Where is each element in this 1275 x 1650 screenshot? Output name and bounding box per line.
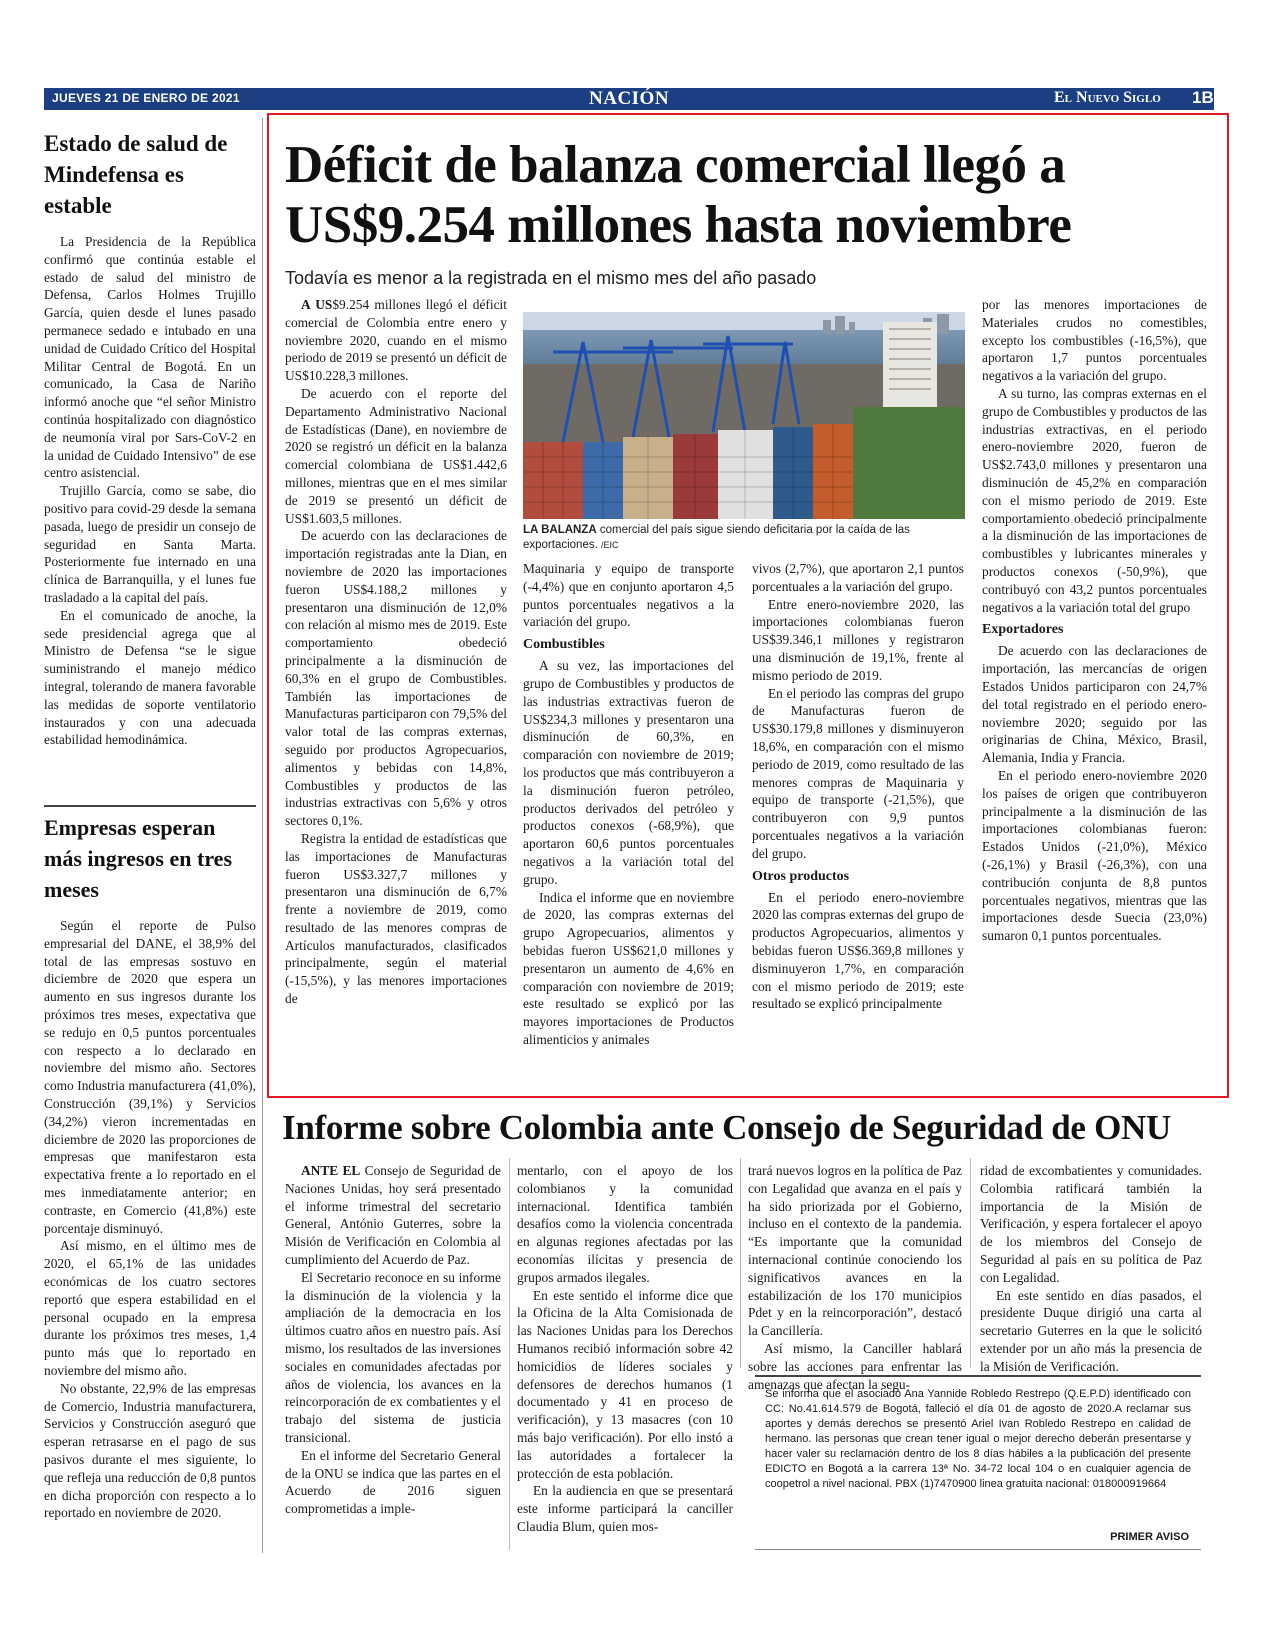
paragraph: Entre enero-noviembre 2020, las importaciones colombianas fueron US$39.346,1 millones y registraron una disminución de 19,1%, frente al mismo periodo de 2019. [752,596,964,683]
main-column-1 [285,296,507,1008]
main-column-2 [523,560,734,1049]
paragraph: Así mismo, en el último mes de 2020, el 65,1% de las unidades económicas de los cuatro sectores reportó que espera estabilidad en el personal ocupado en la empresa durante los próximos tres meses, 1,4 punto más que lo reportado en noviembre del mismo año. [44,1238,256,1378]
column-rule [740,1158,741,1368]
paragraph: Maquinaria y equipo de transporte (-4,4%) que en conjunto aportaron 4,5 puntos porcentuales negativos a la variación del grupo. [523,561,734,630]
caption-text: comercial del país sigue siendo deficitaria por la caída de las exportaciones. [523,524,910,551]
newspaper-name: El Nuevo Siglo [1054,89,1161,106]
caption-credit: /EIC [601,540,619,550]
paragraph: En este sentido el informe dice que la Oficina de la Alta Comisionada de las Naciones Unidas para los Derechos Humanos recibió información sobre 42 homicidios de líderes sociales y defensores de derechos humanos (1 documentado y 41 en proceso de verificación), y 13 masacres (con 10 más bajo verificación). Por ello instó a las autoridades a fortalecer la protección de esta población. [517,1287,733,1481]
subheading-otros-productos: Otros productos [752,868,850,884]
paragraph: vivos (2,7%), que aportaron 2,1 puntos porcentuales a la variación del grupo. [752,561,964,594]
paragraph: mentarlo, con el apoyo de los colombianos y la comunidad internacional. Identifica también desafíos como la violencia concentrada en algunas regiones afectadas por las economías ilícitas y presencia de grupos armados ilegales. [517,1163,733,1285]
legal-notice-box [755,1375,1201,1550]
paragraph: Trujillo García, como se sabe, dio positivo para covid-29 desde la semana pasada, luego de presidir un consejo de seguridad en Santa Marta. Posteriormente fue internado en una clínica de Barranquilla, y el lunes fue trasladado a la capital del país. [44,483,256,605]
paragraph: En la audiencia en que se presentará este informe participará la canciller Claudia Blum, quien mos- [517,1483,733,1534]
page-number: 1B [1192,88,1214,107]
sidebar-divider [262,118,263,1553]
sidebar-story-business [44,812,256,1522]
legal-notice-text: Se informa que el asociado Ana Yannide Robledo Restrepo (Q.E.P.D) identificado con CC: No.41.614.579 de Bogotá, falleció el día 01 de agosto de 2020.A reclamar sus aportes y demás derechos se presentó Ariel Ivan Robledo Restrepo en calidad de hermano. las personas que crean tener igual o mejor derecho deberán presentarse y hacer valer su reclamación dentro de los 8 días hábiles a la publicación del presente EDICTO en Bogotá a la carrera 13ª No. 34-72 local 104 o en cualquier agencia de coopetrol a nivel nacional. PBX (1)7470900 linea gratuita nacional: 018000919664 [765,1388,1191,1490]
main-subheadline: Todavía es menor a la registrada en el mismo mes del año pasado [285,268,817,288]
paragraph: En este sentido en días pasados, el presidente Duque dirigió una carta al secretario Guterres en la que le solicitó extender por un año más la presencia de la Misión de Verificación. [980,1287,1202,1374]
container-port-image [523,312,965,519]
subheading-exportadores: Exportadores [982,622,1064,638]
paragraph: Así mismo, la Canciller hablará sobre las acciones para enfrentar las amenazas que afectan la segu- [748,1340,962,1392]
header-bar [44,88,1214,110]
lead-in: A US [301,297,333,312]
port-photo [523,312,965,519]
paragraph: $9.254 millones llegó el déficit comercial de Colombia entre enero y noviembre 2020, cuando en el mismo periodo de 2019 se presentó un déficit de US$10.228,3 millones. [285,297,507,384]
sidebar-separator [44,805,256,807]
section-name: NACIÓN [589,88,670,109]
onu-column-4 [980,1162,1202,1376]
issue-date: JUEVES 21 DE ENERO DE 2021 [52,91,240,105]
paragraph: En el periodo enero-noviembre 2020 los países de origen que contribuyeron principalmente a la disminución de las importaciones colombianas fueron: Estados Unidos (-21,0%), México (-26,1%) y Brasil (-26,3%), con una contribución conjunta de 8,8 puntos porcentuales negativos, mientras que las importaciones desde Suecia (23,0%) sumaron 0,1 puntos porcentuales. [982,767,1207,944]
story-title: Empresas esperan más ingresos en tres meses [44,815,233,902]
paragraph: De acuerdo con las declaraciones de importación registradas ante la Dian, en noviembre de 2020 las importaciones fueron US$4.188,2 millones y presentaron una disminución de 12,0% con relación al mismo mes de 2019. Este comportamiento obedeció principalmente a la disminución de 60,3% en el grupo de Combustibles. También las importaciones de Manufacturas participaron con 79,5% del valor total de las compras externas, seguido por productos Agropecuarios, alimentos y bebidas con 14,8%, Combustibles y productos de las industrias extractivas con 5,6% y otros sectores 0,1%. [285,528,507,829]
paragraph: En el periodo las compras del grupo de Manufacturas fueron de US$30.179,8 millones y disminuyeron 18,6%, en comparación con el mismo periodo de 2019, como resultado de las menores compras de Maquinaria y equipo de transporte (-21,5%), que contribuyeron con 9,9 puntos porcentuales negativos a la variación del grupo. [752,685,964,861]
paragraph: Indica el informe que en noviembre de 2020, las compras externas del grupo Agropecuarios, alimentos y bebidas fueron US$621,0 millones y presentaron un aumento de 4,6% en comparación con noviembre de 2019; este resultado se explicó por las mayores importaciones de Productos alimenticios y animales [523,889,734,1047]
paragraph: A su vez, las importaciones del grupo de Combustibles y productos de las industrias extractivas fueron de US$234,3 millones y presentaron una disminución de 60,3%, en comparación con noviembre de 2019; los productos que más contribuyeron a la disminución fueron petróleo, productos derivados del petróleo y productos conexos (-68,9%), que aportaron 60,6 puntos porcentuales negativos a la variación total del grupo. [523,658,734,887]
story-body [44,917,256,1522]
subheading-combustibles: Combustibles [523,637,605,653]
paragraph: La Presidencia de la República confirmó que continúa estable el estado de salud del ministro de Defensa, Carlos Holmes Trujillo García, quien desde el lunes pasado permanece sedado e intubado en una unidad de Cuidado Crítico del Hospital Militar Central de Bogotá. En un comunicado, la Casa de Nariño informó anoche que “el señor Ministro continúa hospitalizado con diagnóstico de neumonía viral por Sars-CoV-2 en la unidad de Cuidado Intensivo” de ese centro asistencial. [44,234,256,481]
legal-notice-sign: PRIMER AVISO [1110,1531,1189,1543]
story-title: Estado de salud de Mindefensa es estable [44,131,228,218]
paragraph: Según el reporte de Pulso empresarial del DANE, el 38,9% del total de las empresas sostuvo en diciembre de 2020 que espera un aumento en sus ingresos durante los próximos tres meses, expectativa que se redujo en 0,5 puntos porcentuales con respecto a lo declarado en noviembre del mismo año. Sectores como Industria manufacturera (41,0%), Construcción (39,1%) y Servicios (34,2%) vieron incrementadas en diciembre de 2020 las proporciones de empresas que manifestaron esta expectativa frente a lo reportado en el mes inmediatamente anterior; en contraste, en Comercio (41,8%) este porcentaje disminuyó. [44,918,256,1236]
paragraph: En el periodo enero-noviembre 2020 las compras externas del grupo de productos Agropecuarios, alimentos y bebidas fueron US$6.369,8 millones y disminuyeron 1,7%, en comparación con el mismo periodo de 2019; este resultado se explicó principalmente [752,889,964,1012]
onu-column-1 [285,1162,501,1518]
onu-column-2 [517,1162,733,1536]
paragraph: De acuerdo con las declaraciones de importación, las mercancías de origen Estados Unidos participaron con 24,7% del total registrado en el periodo enero-noviembre 2020; seguido por las originarias de China, México, Brasil, Alemania, India y Francia. [982,643,1207,766]
main-column-3 [752,560,964,1013]
column-rule [970,1158,971,1368]
paragraph: por las menores importaciones de Materiales crudos no comestibles, excepto los combustibles (-16,5%), que aportaron 1,7 puntos porcentuales negativos a la variación del grupo. [982,297,1207,384]
column-rule [509,1158,510,1550]
photo-caption [523,523,965,553]
lead-in: ANTE EL [301,1163,361,1178]
paragraph: No obstante, 22,9% de las empresas de Comercio, Industria manufacturera, Servicios y Construcción aseguró que esperan retrasarse en el pago de sus pasivos durante el mes siguiente, lo que refleja una reducción de 0,8 puntos en dicha proporción con respecto a lo reportado en noviembre de 2020. [44,1380,256,1521]
paragraph: De acuerdo con el reporte del Departamento Administrativo Nacional de Estadísticas (Dane), en noviembre de 2020 se registró un déficit en la balanza comercial colombiana de US$1.442,6 millones, mientras que en el mes similar de 2019 se presentó un déficit de US$1.603,5 millones. [285,385,507,526]
paragraph: Consejo de Seguridad de Naciones Unidas, hoy será presentado el informe trimestral del secretario General, António Guterres, sobre la Misión de Verificación en Colombia al cumplimiento del Acuerdo de Paz. [285,1163,501,1267]
main-column-4 [982,296,1207,945]
paragraph: Registra la entidad de estadísticas que las importaciones de Manufacturas fueron US$3.327,7 millones y presentaron una disminución de 6,7% frente a noviembre de 2019, como resultado de las menores compras de Artículos manufacturados, clasificados principalmente, según el material (-15,5%), y las menores importaciones de [285,830,507,1007]
story-body [44,233,256,749]
paragraph: A su turno, las compras externas en el grupo de Combustibles y productos de las industrias extractivas, en el periodo enero-noviembre 2020, fueron de US$2.743,0 millones y presentaron una disminución de 45,2% en comparación con el mismo periodo de 2019. Este comportamiento obedeció principalmente a la disminución de las importaciones de combustibles y lubricantes minerales y productos conexos (-50,9%), que contribuyó con 43,2 puntos porcentuales negativos a la variación total del grupo [982,385,1207,615]
onu-column-3 [748,1162,962,1393]
paragraph: En el informe del Secretario General de la ONU se indica que las partes en el Acuerdo de 2016 siguen comprometidas a imple- [285,1447,501,1517]
paragraph: trará nuevos logros en la política de Paz con Legalidad que avanza en el país y ha sido priorizada por el Gobierno, incluso en el contexto de la pandemia. “Es importante que la comunidad internacional continúe conociendo los significativos avances en la estabilización de los 170 municipios Pdet y en la reincorporación”, destacó la Cancillería. [748,1163,962,1339]
paragraph: En el comunicado de anoche, la sede presidencial agrega que al Ministro de Defensa “se le sigue suministrando el manejo médico integral, tolerando de manera favorable las medidas de soporte ventilatorio instaurados y con una adecuada estabilidad hemodinámica. [44,607,256,748]
paragraph: El Secretario reconoce en su informe la disminución de la violencia y la ampliación de la democracia en los últimos cuatro años en nuestro país. Así mismo, los resultados de las inversiones sociales en comunidades afectadas por años de violencia, los avances en la reincorporación de ex combatientes y el trabajo del sistema de justicia transicional. [285,1269,501,1445]
main-headline: Déficit de balanza comercial llegó a US$9.254 millones hasta noviembre [285,136,1072,254]
sidebar-story-health [44,128,256,749]
onu-headline: Informe sobre Colombia ante Consejo de Seguridad de ONU [282,1108,1171,1147]
caption-lead: LA BALANZA [523,524,597,536]
paragraph: ridad de excombatientes y comunidades. Colombia ratificará también la importancia de la Misión de Verificación, y espera fortalecer el apoyo de los miembros del Consejo de Seguridad al país en su política de Paz con Legalidad. [980,1163,1202,1285]
